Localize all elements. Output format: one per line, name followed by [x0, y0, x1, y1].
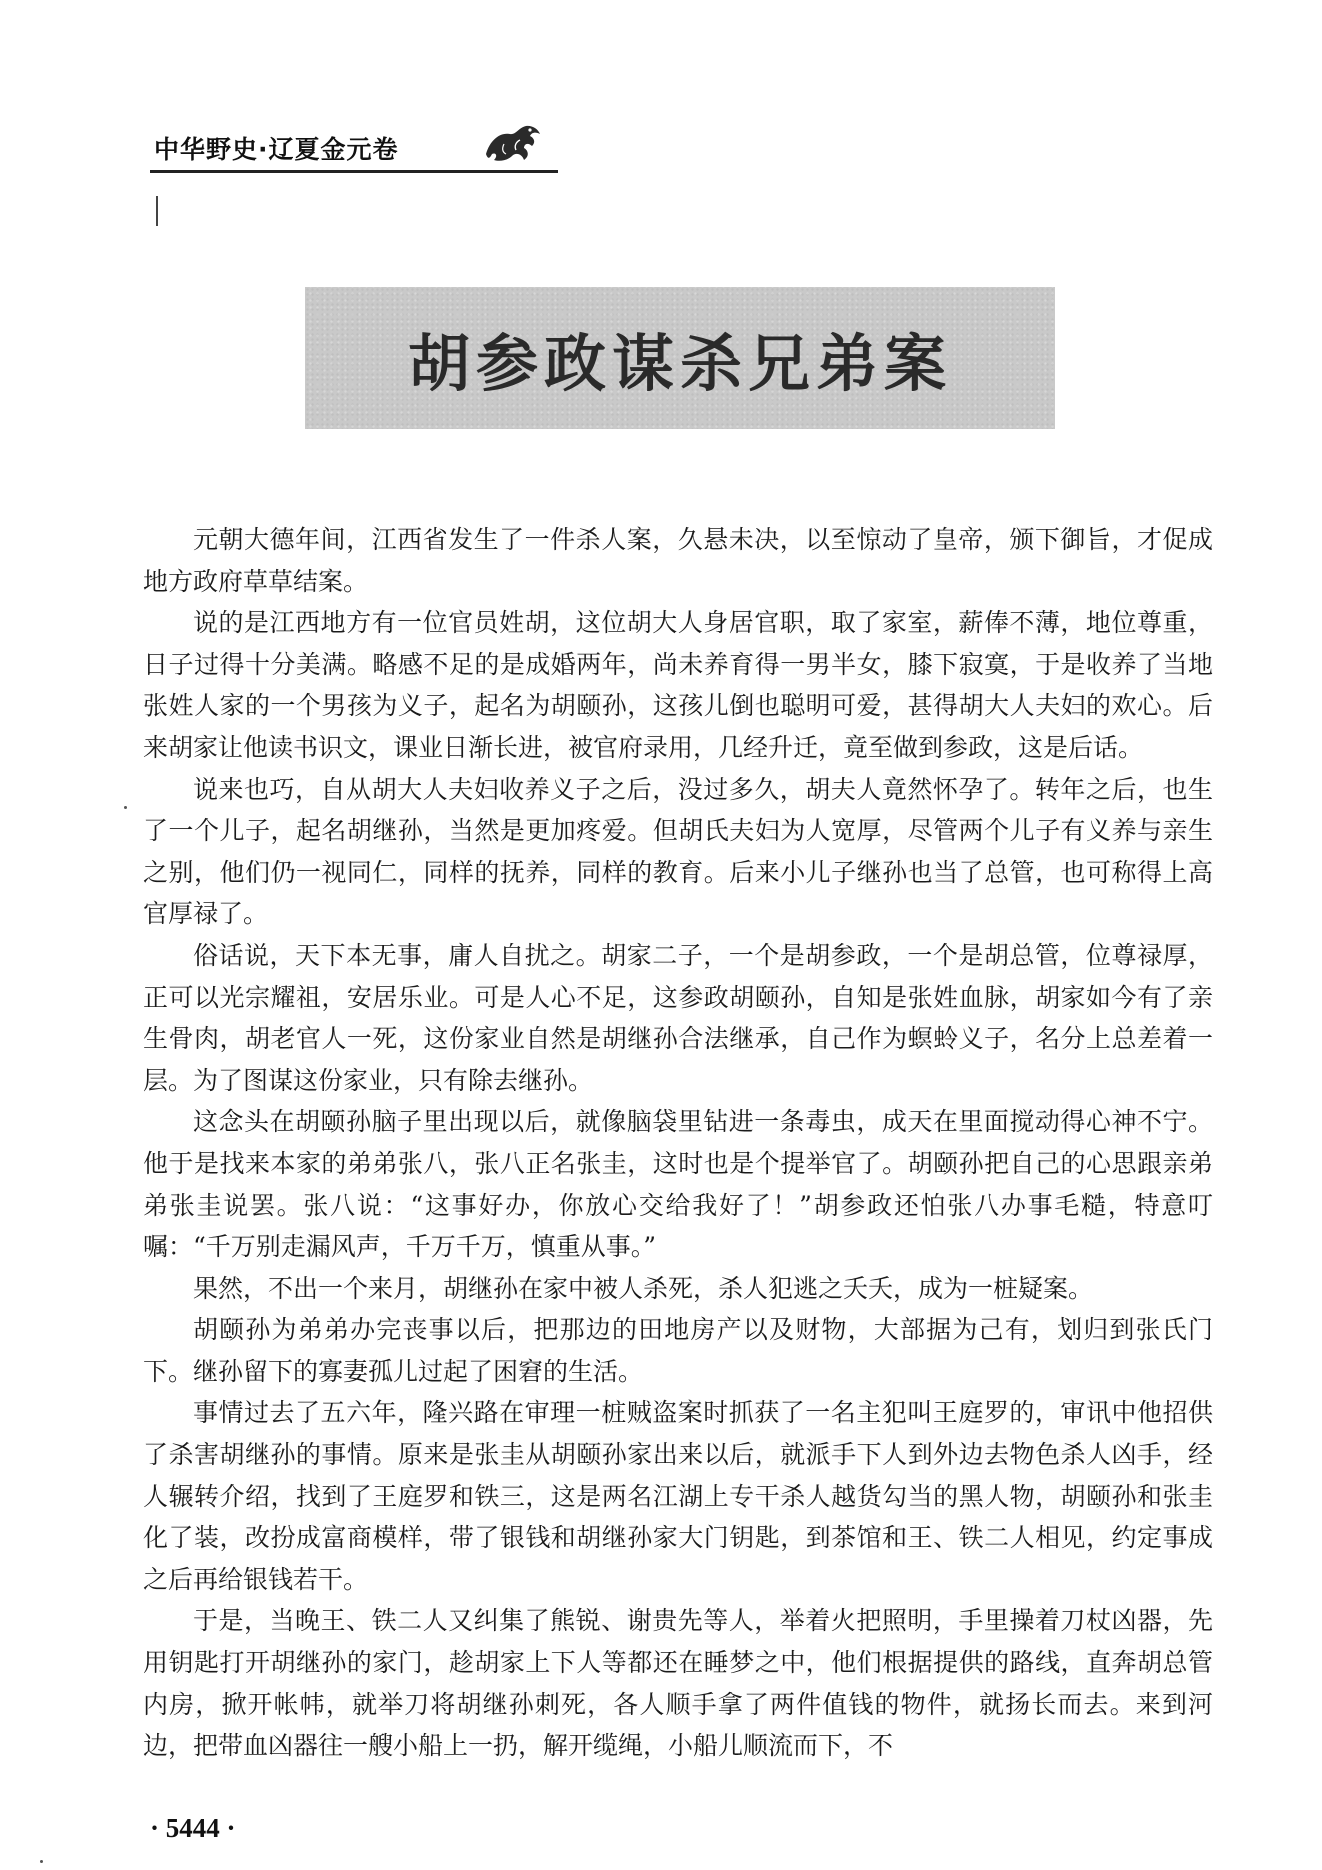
paragraph: 胡颐孙为弟弟办完丧事以后，把那边的田地房产以及财物，大部据为己有，划归到张氏门下。继孙留下的寡妻孤儿过起了困窘的生活。: [143, 1315, 1213, 1386]
chapter-title-banner: [305, 287, 1055, 429]
paragraph: 于是，当晚王、铁二人又纠集了熊锐、谢贵先等人，举着火把照明，手里操着刀杖凶器，先用钥匙打开胡继孙的家门，趁胡家上下人等都还在睡梦之中，他们根据提供的路线，直奔胡总管内房，掀开帐帏，就举刀将胡继孙刺死，各人顺手拿了两件值钱的物件，就扬长而去。来到河边，把带血凶器往一艘小船上一扔，解开缆绳，小船儿顺流而下，不: [143, 1606, 1213, 1761]
paragraph: 说的是江西地方有一位官员姓胡，这位胡大人身居官职，取了家室，薪俸不薄，地位尊重，日子过得十分美满。略感不足的是成婚两年，尚未养育得一男半女，膝下寂寞，于是收养了当地张姓人家的一个男孩为义子，起名为胡颐孙，这孩儿倒也聪明可爱，甚得胡大人夫妇的欢心。后来胡家让他读书识文，课业日渐长进，被官府录用，几经升迁，竟至做到参政，这是后话。: [143, 608, 1213, 762]
paragraph: 果然，不出一个来月，胡继孙在家中被人杀死，杀人犯逃之夭夭，成为一桩疑案。: [193, 1273, 1094, 1303]
paragraph: 说来也巧，自从胡大人夫妇收养义子之后，没过多久，胡夫人竟然怀孕了。转年之后，也生了一个儿子，起名胡继孙，当然是更加疼爱。但胡氏夫妇为人宽厚，尽管两个儿子有义养与亲生之别，他们仍一视同仁，同样的抚养，同样的教育。后来小儿子继孙也当了总管，也可称得上高官厚禄了。: [143, 774, 1213, 929]
header-rule: [150, 170, 558, 173]
paragraph: 元朝大德年间，江西省发生了一件杀人案，久悬未决，以至惊动了皇帝，颁下御旨，才促成地方政府草草结案。: [143, 525, 1213, 596]
page-number: · 5444 ·: [150, 1813, 236, 1843]
paragraph: 事情过去了五六年，隆兴路在审理一桩贼盗案时抓获了一名主犯叫王庭罗的，审讯中他招供了杀害胡继孙的事情。原来是张圭从胡颐孙家出来以后，就派手下人到外边去物色杀人凶手，经人辗转介绍，找到了王庭罗和铁三，这是两名江湖上专干杀人越货勾当的黑人物，胡颐孙和张圭化了装，改扮成富商模样，带了银钱和胡继孙家大门钥匙，到茶馆和王、铁二人相见，约定事成之后再给银钱若干。: [143, 1398, 1213, 1594]
running-header: [150, 118, 555, 170]
scan-speck: [40, 1860, 43, 1863]
margin-mark: [156, 196, 158, 226]
chapter-title: 胡参政谋杀兄弟案: [407, 326, 952, 400]
dragon-emblem-icon: [480, 120, 546, 166]
paragraph: 俗话说，天下本无事，庸人自扰之。胡家二子，一个是胡参政，一个是胡总管，位尊禄厚，正可以光宗耀祖，安居乐业。可是人心不足，这参政胡颐孙，自知是张姓血脉，胡家如今有了亲生骨肉，胡老官人一死，这份家业自然是胡继孙合法继承，自己作为螟蛉义子，名分上总差着一层。为了图谋这份家业，只有除去继孙。: [143, 940, 1213, 1095]
paragraph: 这念头在胡颐孙脑子里出现以后，就像脑袋里钻进一条毒虫，成天在里面搅动得心神不宁。他于是找来本家的弟弟张八，张八正名张圭，这时也是个提举官了。胡颐孙把自己的心思跟亲弟弟张圭说罢。张八说：“这事好办，你放心交给我好了！”胡参政还怕张八办事毛糙，特意叮嘱：“千万别走漏风声，千万千万，慎重从事。”: [143, 1107, 1213, 1262]
article-body: [143, 519, 1213, 1767]
scan-speck: [124, 806, 127, 809]
book-title: 中华野史·辽夏金元卷: [154, 135, 399, 164]
